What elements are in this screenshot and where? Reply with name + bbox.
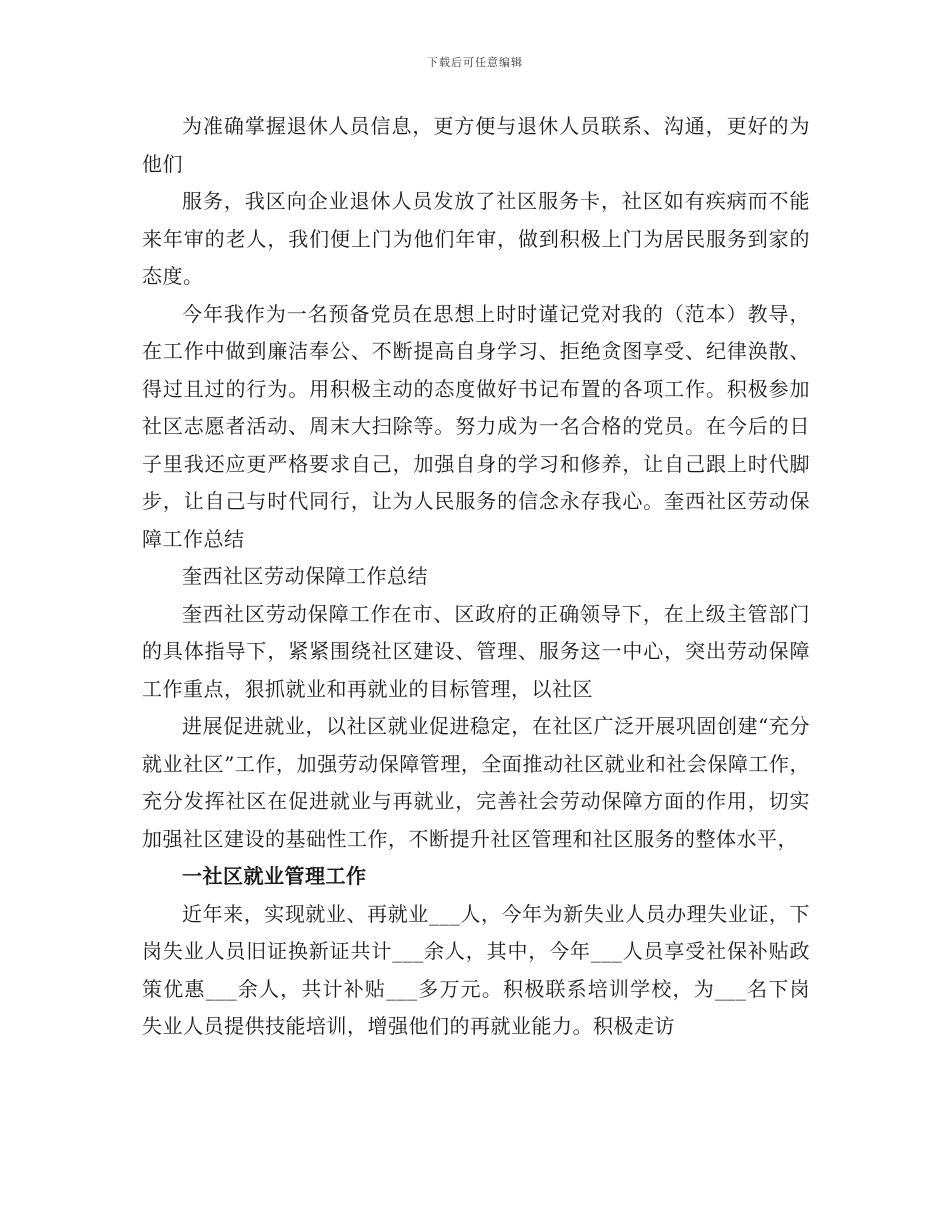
document-body <box>142 108 810 1046</box>
paragraph-4: 奎西社区劳动保障工作总结 <box>182 564 428 588</box>
paragraph-1: 为准确掌握退休人员信息，更方便与退休人员联系、沟通，更好的为他们 <box>142 114 810 176</box>
paragraph-2: 服务，我区向企业退休人员发放了社区服务卡，社区如有疾病而不能来年审的老人，我们便上门为他们年审，做到积极上门为居民服务到家的态度。 <box>142 189 810 288</box>
section-paragraph: 近年来，实现就业、再就业___人，今年为新失业人员办理失业证，下岗失业人员旧证换新证共计___余人，其中，今年___人员享受社保补贴政策优惠___余人，共计补贴___多万元。积极联系培训学校，为___名下岗失业人员提供技能培训，增强他们的再就业能力。积极走访 <box>142 901 810 1038</box>
paragraph-5: 奎西社区劳动保障工作在市、区政府的正确领导下，在上级主管部门的具体指导下，紧紧围绕社区建设、管理、服务这一中心，突出劳动保障工作重点，狠抓就业和再就业的目标管理，以社区 <box>142 601 810 701</box>
paragraph-3: 今年我作为一名预备党员在思想上时时谨记党对我的（范本）教导，在工作中做到廉洁奉公、不断提高自身学习、拒绝贪图享受、纪律涣散、得过且过的行为。用积极主动的态度做好书记布置的各项工作。积极参加社区志愿者活动、周末大扫除等。努力成为一名合格的党员。在今后的日子里我还应更严格要求自己，加强自身的学习和修养，让自己跟上时代脚步，让自己与时代同行，让为人民服务的信念永存我心。奎西社区劳动保障工作总结 <box>142 301 810 551</box>
paragraph-6: 进展促进就业，以社区就业促进稳定，在社区广泛开展巩固创建“充分就业社区”工作，加强劳动保障管理，全面推动社区就业和社会保障工作，充分发挥社区在促进就业与再就业，完善社会劳动保障方面的作用，切实加强社区建设的基础性工作，不断提升社区管理和社区服务的整体水平， <box>142 714 810 851</box>
page-header: 下载后可任意编辑 <box>427 56 523 69</box>
section-heading: 一社区就业管理工作 <box>182 864 367 888</box>
